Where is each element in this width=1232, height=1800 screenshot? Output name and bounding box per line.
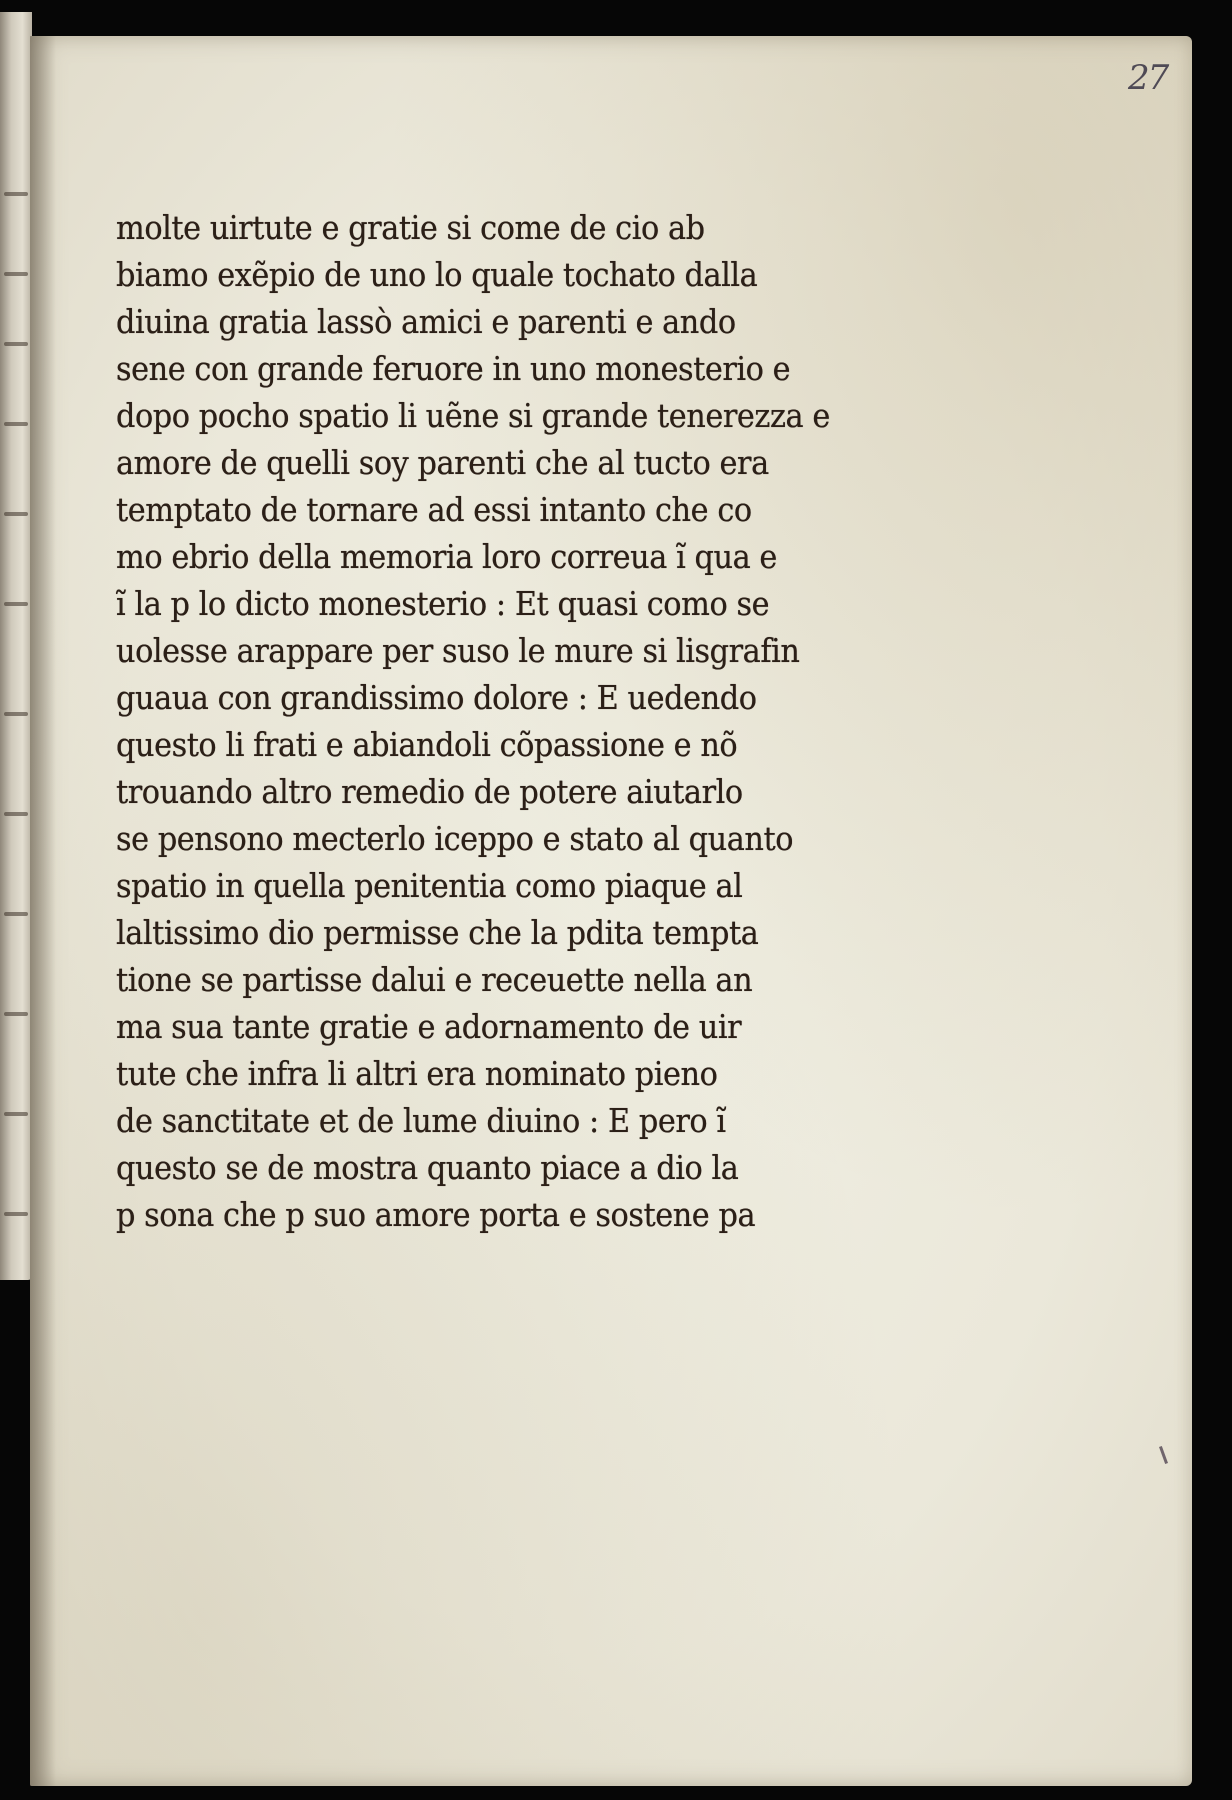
text-line: spatio in quella penitentia como piaque al — [116, 866, 743, 905]
text-line: diuina gratia lassò amici e parenti e ando — [116, 302, 736, 341]
text-line: se pensono mecterlo iceppo e stato al quanto — [116, 819, 794, 858]
text-line: laltissimo dio permisse che la pdita tempta — [116, 913, 759, 952]
adjacent-text-trace — [4, 912, 28, 916]
text-line: questo li frati e abiandoli cõpassione e nõ — [116, 725, 738, 764]
adjacent-text-trace — [4, 342, 28, 346]
text-line: tione se partisse dalui e receuette nella an — [116, 960, 753, 999]
text-line: uolesse arappare per suso le mure si lisgrafin — [116, 631, 800, 670]
adjacent-leaf-edge — [0, 12, 32, 1280]
gutter-shadow — [30, 36, 56, 1786]
margin-pen-mark — [1159, 1446, 1168, 1464]
adjacent-text-trace — [4, 712, 28, 716]
adjacent-text-trace — [4, 192, 28, 196]
text-line: amore de quelli soy parenti che al tucto era — [116, 443, 769, 482]
text-line: de sanctitate et de lume diuino : E pero ĩ — [116, 1101, 726, 1140]
text-line: guaua con grandissimo dolore : E uedendo — [116, 678, 757, 717]
text-line: molte uirtute e gratie si come de cio ab — [116, 208, 705, 247]
adjacent-text-trace — [4, 812, 28, 816]
adjacent-text-trace — [4, 1212, 28, 1216]
adjacent-text-trace — [4, 272, 28, 276]
text-line: tute che infra li altri era nominato pieno — [116, 1054, 718, 1093]
text-line: questo se de mostra quanto piace a dio la — [116, 1148, 739, 1187]
text-line: dopo pocho spatio li uẽne si grande tenerezza e — [116, 396, 830, 435]
text-line: p sona che p suo amore porta e sostene pa — [116, 1195, 756, 1234]
adjacent-text-trace — [4, 422, 28, 426]
adjacent-text-trace — [4, 1012, 28, 1016]
text-line: biamo exẽpio de uno lo quale tochato dalla — [116, 255, 758, 294]
parchment-page — [30, 36, 1192, 1786]
text-line: ĩ la p lo dicto monesterio : Et quasi como se — [116, 584, 770, 623]
text-line: mo ebrio della memoria loro correua ĩ qua e — [116, 537, 777, 576]
manuscript-text — [116, 204, 936, 1238]
adjacent-text-trace — [4, 1112, 28, 1116]
folio-number: 27 — [1128, 58, 1168, 98]
text-line: trouando altro remedio de potere aiutarlo — [116, 772, 743, 811]
text-line: temptato de tornare ad essi intanto che co — [116, 490, 752, 529]
text-line: ma sua tante gratie e adornamento de uir — [116, 1007, 742, 1046]
text-line: sene con grande feruore in uno monesterio e — [116, 349, 791, 388]
adjacent-text-trace — [4, 602, 28, 606]
adjacent-text-trace — [4, 512, 28, 516]
